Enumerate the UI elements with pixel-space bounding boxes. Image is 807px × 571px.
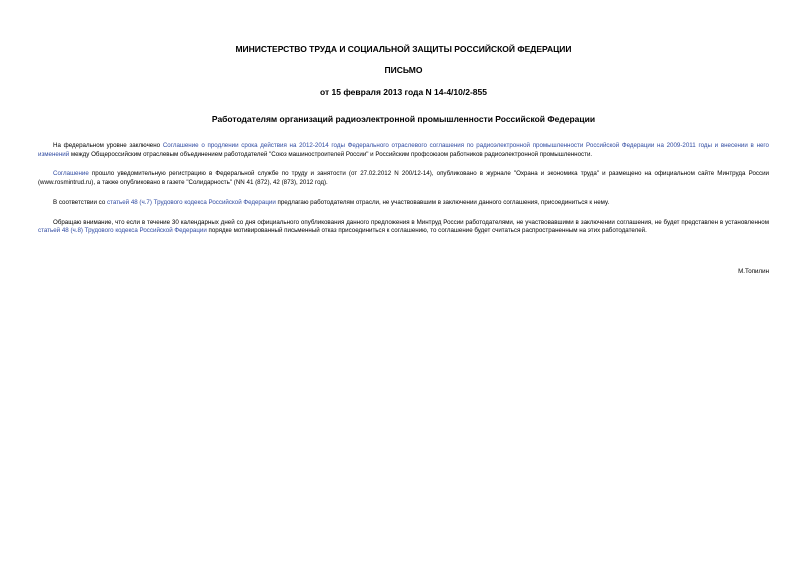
paragraph-text: Обращаю внимание, что если в течение 30 календарных дней со дня официального опубликования данного предложения в Минтруд России работодателями, не участвовавшими в заключении соглашения, не будет представлен в установленном bbox=[53, 218, 769, 226]
ministry-title: МИНИСТЕРСТВО ТРУДА И СОЦИАЛЬНОЙ ЗАЩИТЫ РОССИЙСКОЙ ФЕДЕРАЦИИ bbox=[235, 44, 572, 54]
document-date-number: от 15 февраля 2013 года N 14-4/10/2-855 bbox=[320, 87, 487, 97]
paragraph-proposal bbox=[38, 199, 769, 208]
labor-code-article-48-part-8-link[interactable]: статьей 48 (ч.8) Трудового кодекса Российской Федерации bbox=[38, 227, 207, 235]
paragraph-notice bbox=[38, 219, 769, 236]
paragraph-agreement bbox=[38, 142, 769, 159]
agreement-extension-link[interactable]: Соглашение о продлении срока действия на 2012-2014 годы Федерального отраслевого соглашения по радиоэлектронной промышленности Российской Федерации на 2009-2011 годы и внесении в него изменений bbox=[38, 142, 769, 158]
paragraph-text: прошло уведомительную регистрацию в Федеральной службе по труду и занятости (от 27.02.2012 N 200/12-14), опубликовано в журнале "Охрана и экономика труда" и размещено на официальном сайте Минтруда России (www.rosmintrud.ru), а также опубликовано в газете "Солидарность" (NN 41 (872), 42 (873), 2012 год). bbox=[38, 170, 769, 187]
paragraph-text: порядке мотивированный письменный отказ присоединиться к соглашению, то соглашение будет считаться распространенным на этих работодателей. bbox=[206, 227, 647, 235]
agreement-link[interactable]: Соглашение bbox=[53, 170, 89, 178]
paragraph-text: предлагаю работодателям отрасли, не участвовавшим в заключении данного соглашения, присоединиться к нему. bbox=[275, 198, 610, 206]
labor-code-article-48-part-7-link[interactable]: статьей 48 (ч.7) Трудового кодекса Российской Федерации bbox=[106, 198, 276, 206]
signature: М.Топилин bbox=[738, 267, 769, 275]
document-type: ПИСЬМО bbox=[384, 65, 423, 75]
paragraph-registration bbox=[38, 170, 769, 187]
letter-body bbox=[38, 142, 769, 236]
paragraph-text: В соответствии со bbox=[53, 198, 107, 206]
paragraph-text: На федеральном уровне заключено bbox=[53, 142, 163, 149]
addressee-title: Работодателям организаций радиоэлектронной промышленности Российской Федерации bbox=[211, 114, 596, 124]
paragraph-text: между Общероссийским отраслевым объединением работодателей "Союз машиностроителей России" и Российским профсоюзом работников радиоэлектронной промышленности. bbox=[69, 150, 593, 158]
